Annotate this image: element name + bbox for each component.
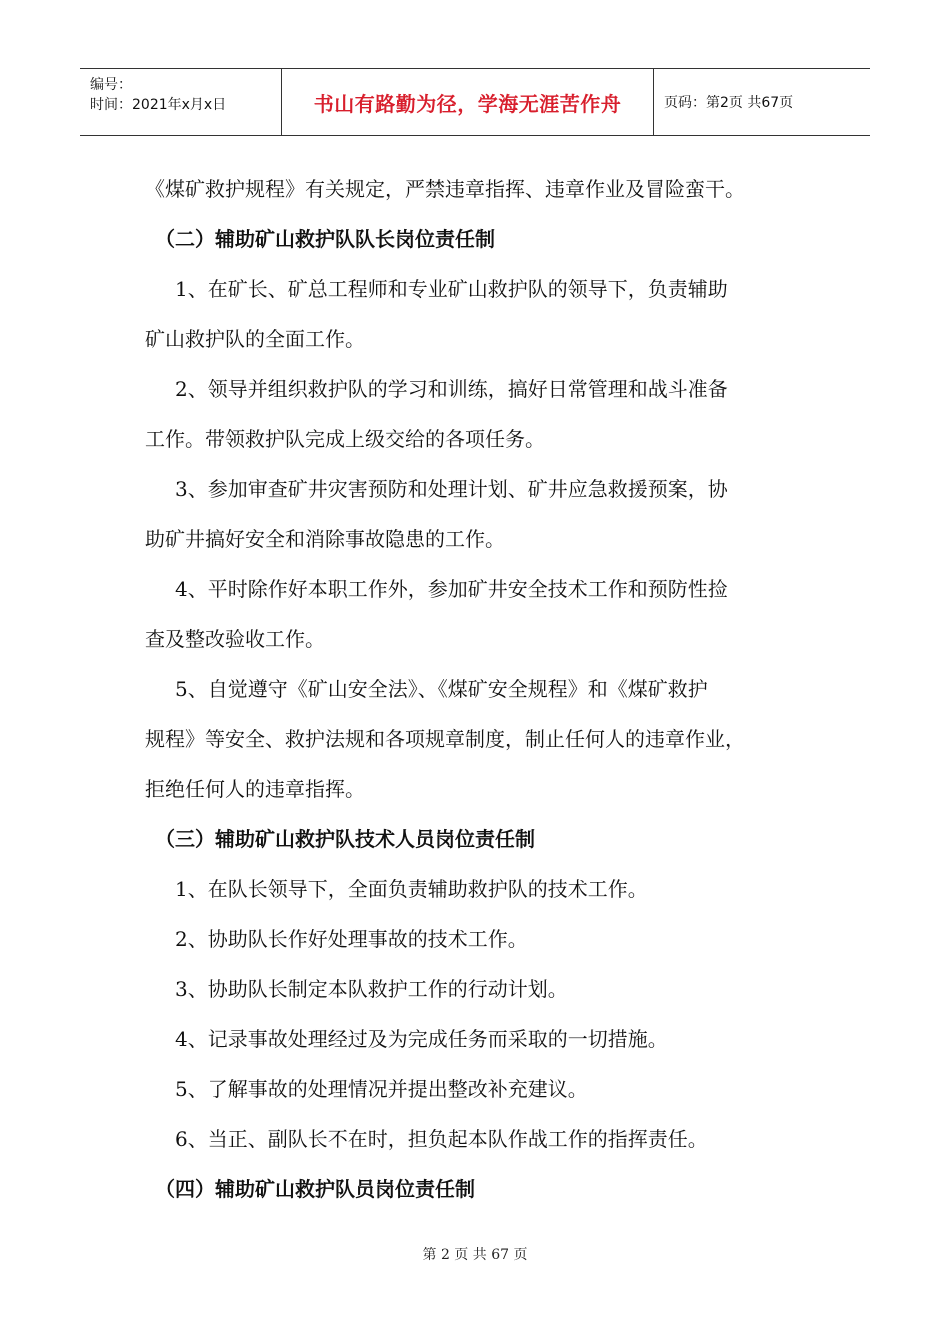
text-line: 1、在队长领导下，全面负责辅助救护队的技术工作。: [175, 877, 648, 901]
header-meta: [80, 69, 282, 135]
section-heading: （二）辅助矿山救护队队长岗位责任制: [155, 227, 495, 251]
page-footer: 第 2 页 共 67 页: [422, 1247, 528, 1263]
text-line: 拒绝任何人的违章指挥。: [145, 777, 365, 801]
section-heading: （四）辅助矿山救护队员岗位责任制: [155, 1177, 475, 1201]
text-line: 2、协助队长作好处理事故的技术工作。: [175, 927, 528, 951]
text-line: 3、参加审查矿井灾害预防和处理计划、矿井应急救援预案，协: [175, 477, 728, 501]
text-line: 4、记录事故处理经过及为完成任务而采取的一切措施。: [175, 1027, 668, 1051]
text-line: 工作。带领救护队完成上级交给的各项任务。: [145, 427, 545, 451]
header-slogan: 书山有路勤为径，学海无涯苦作舟: [282, 69, 654, 135]
text-line: 《煤矿救护规程》有关规定，严禁违章指挥、违章作业及冒险蛮干。: [145, 177, 745, 201]
text-line: 1、在矿长、矿总工程师和专业矿山救护队的领导下，负责辅助: [175, 277, 728, 301]
text-line: 5、自觉遵守《矿山安全法》、《煤矿安全规程》和《煤矿救护: [175, 677, 708, 701]
text-line: 规程》等安全、救护法规和各项规章制度，制止任何人的违章作业，: [145, 727, 745, 751]
text-line: 2、领导并组织救护队的学习和训练，搞好日常管理和战斗准备: [175, 377, 728, 401]
text-line: 6、当正、副队长不在时，担负起本队作战工作的指挥责任。: [175, 1127, 708, 1151]
section-heading: （三）辅助矿山救护队技术人员岗位责任制: [155, 827, 535, 851]
text-line: 5、了解事故的处理情况并提出整改补充建议。: [175, 1077, 588, 1101]
document-body: [145, 164, 815, 1214]
header-page-info: 页码：第2页 共67页: [664, 95, 794, 111]
text-line: 矿山救护队的全面工作。: [145, 327, 365, 351]
number-label: 编号：: [90, 77, 132, 93]
page-header: [80, 68, 870, 136]
text-line: 4、平时除作好本职工作外，参加矿井安全技术工作和预防性捡: [175, 577, 728, 601]
text-line: 3、协助队长制定本队救护工作的行动计划。: [175, 977, 568, 1001]
text-line: 查及整改验收工作。: [145, 627, 325, 651]
text-line: 助矿井搞好安全和消除事故隐患的工作。: [145, 527, 505, 551]
time-label: 时间：2021年x月x日: [90, 97, 227, 113]
